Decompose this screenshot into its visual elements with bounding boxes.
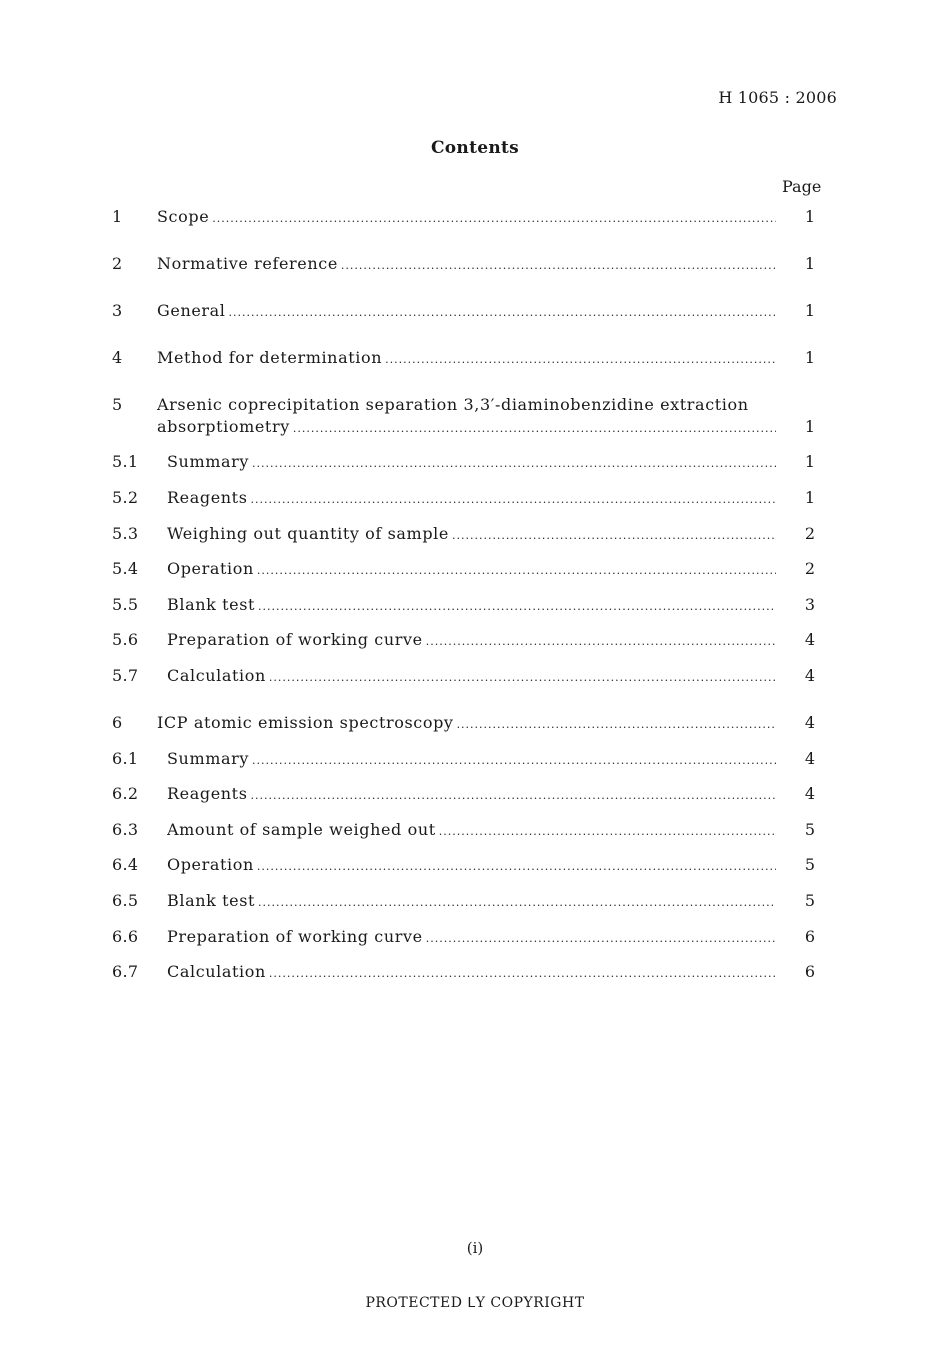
toc-entry[interactable] <box>0 252 950 276</box>
toc-entry-leader <box>157 252 776 278</box>
toc-entry-label: Amount of sample weighed out <box>167 820 436 839</box>
toc-entry[interactable] <box>0 889 950 913</box>
dot-leader <box>385 348 776 372</box>
toc-entry[interactable] <box>0 486 950 510</box>
dot-leader <box>452 524 776 548</box>
toc-entry-page: 2 <box>804 559 816 578</box>
toc-entry-leader <box>167 782 776 808</box>
toc-entry-page: 1 <box>804 488 816 507</box>
page-title: Contents <box>430 138 520 158</box>
toc-entry[interactable] <box>0 346 950 370</box>
toc-entry-number: 4 <box>112 348 123 367</box>
dot-leader <box>257 855 776 879</box>
toc-entry-page: 5 <box>804 891 816 910</box>
toc-entry-number: 5.3 <box>112 524 139 543</box>
toc-entry-leader <box>167 450 776 476</box>
dot-leader <box>269 962 776 986</box>
toc-entry-leader <box>157 415 776 441</box>
toc-entry-page: 1 <box>804 417 816 436</box>
toc-entry-label: Scope <box>157 207 210 226</box>
toc-entry-number: 5.1 <box>112 452 139 471</box>
toc-entry-page: 1 <box>804 207 816 226</box>
dot-leader <box>212 207 776 231</box>
toc-entry-label: Blank test <box>167 891 256 910</box>
toc-entry[interactable] <box>0 628 950 652</box>
toc-entry[interactable] <box>0 925 950 949</box>
toc-entry-leader <box>167 486 776 512</box>
toc-entry-number: 5.5 <box>112 595 139 614</box>
toc-entry-label: Preparation of working curve <box>167 630 423 649</box>
dot-leader <box>229 301 776 325</box>
toc-entry[interactable] <box>0 747 950 771</box>
dot-leader <box>341 254 776 278</box>
toc-entry-leader <box>167 593 776 619</box>
toc-entry-label: General <box>157 301 226 320</box>
toc-entry-label: Weighing out quantity of sample <box>167 524 449 543</box>
toc-entry-leader <box>167 853 776 879</box>
toc-entry-leader <box>167 925 776 951</box>
toc-entry-number: 6.4 <box>112 855 139 874</box>
dot-leader <box>252 749 776 773</box>
dot-leader <box>426 927 776 951</box>
dot-leader <box>439 820 776 844</box>
toc-entry-number: 6.2 <box>112 784 139 803</box>
dot-leader <box>257 559 776 583</box>
toc-entry-page: 5 <box>804 820 816 839</box>
toc-entry[interactable] <box>0 415 950 439</box>
toc-entry-leader <box>157 711 776 737</box>
toc-entry[interactable] <box>0 205 950 229</box>
toc-entry-number: 6 <box>112 713 123 732</box>
toc-entry-leader <box>167 747 776 773</box>
toc-entry-page: 4 <box>804 630 816 649</box>
toc-entry-label: Calculation <box>167 666 266 685</box>
dot-leader <box>251 488 776 512</box>
toc-entry-number: 5.4 <box>112 559 139 578</box>
toc-entry-leader <box>167 818 776 844</box>
dot-leader <box>426 630 776 654</box>
toc-entry-label: Operation <box>167 559 254 578</box>
toc-entry-page: 1 <box>804 452 816 471</box>
toc-entry-page: 4 <box>804 749 816 768</box>
toc-entry[interactable] <box>0 557 950 581</box>
toc-entry[interactable] <box>0 711 950 735</box>
toc-entry-page: 4 <box>804 713 816 732</box>
toc-entry-number: 2 <box>112 254 123 273</box>
toc-entry-label: Method for determination <box>157 348 383 367</box>
toc-entry-label: ICP atomic emission spectroscopy <box>157 713 454 732</box>
toc-entry-label: Normative reference <box>157 254 338 273</box>
dot-leader <box>251 784 776 808</box>
toc-entry-label: Summary <box>167 749 250 768</box>
toc-entry[interactable] <box>0 782 950 806</box>
toc-entry-leader <box>167 557 776 583</box>
toc-entry-number: 6.3 <box>112 820 139 839</box>
toc-entry-number: 1 <box>112 207 123 226</box>
toc-entry-page: 5 <box>804 855 816 874</box>
toc-entry-page: 3 <box>804 595 816 614</box>
toc-entry-leader <box>167 889 776 915</box>
toc-entry-number: 5.2 <box>112 488 139 507</box>
toc-entry-leader <box>167 628 776 654</box>
toc-entry-page: 4 <box>804 784 816 803</box>
toc-entry-leader <box>157 346 776 372</box>
dot-leader <box>258 891 776 915</box>
toc-entry-label: Summary <box>167 452 250 471</box>
toc-entry[interactable] <box>0 818 950 842</box>
toc-entry-number: 5 <box>112 395 123 414</box>
toc-entry-number: 6.1 <box>112 749 139 768</box>
dot-leader <box>457 713 776 737</box>
toc-entry-page: 6 <box>804 927 816 946</box>
dot-leader <box>269 666 776 690</box>
document-code: H 1065 : 2006 <box>718 88 837 107</box>
toc-entry[interactable] <box>0 853 950 877</box>
page-column-label: Page <box>782 177 822 196</box>
toc-entry-number: 6.5 <box>112 891 139 910</box>
toc-entry-page: 1 <box>804 254 816 273</box>
toc-entry-number: 6.6 <box>112 927 139 946</box>
toc-entry-label-line1: Arsenic coprecipitation separation 3,3′-diaminobenzidine extraction <box>157 395 749 414</box>
toc-entry[interactable] <box>0 522 950 546</box>
toc-entry-leader <box>157 205 776 231</box>
toc-entry-page: 6 <box>804 962 816 981</box>
toc-entry-page: 4 <box>804 666 816 685</box>
toc-entry-label: Blank test <box>167 595 256 614</box>
page-folio: (i) <box>466 1239 484 1257</box>
toc-entry-page: 1 <box>804 301 816 320</box>
toc-entry-number: 3 <box>112 301 123 320</box>
dot-leader <box>293 417 776 441</box>
toc-entry-page: 2 <box>804 524 816 543</box>
dot-leader <box>258 595 776 619</box>
toc-entry-leader <box>167 960 776 986</box>
toc-entry-label: Preparation of working curve <box>167 927 423 946</box>
dot-leader <box>252 452 776 476</box>
toc-entry-leader <box>167 522 776 548</box>
toc-entry[interactable] <box>0 664 950 688</box>
toc-entry-label: Reagents <box>167 784 248 803</box>
toc-entry-number: 5.7 <box>112 666 139 685</box>
toc-entry-label: absorptiometry <box>157 417 290 436</box>
toc-entry-leader <box>167 664 776 690</box>
copyright-notice: PROTECTED ᒪY COPYRIGHT <box>365 1295 585 1311</box>
toc-entry[interactable] <box>0 450 950 474</box>
toc-entry[interactable] <box>0 593 950 617</box>
toc-entry[interactable] <box>0 299 950 323</box>
toc-entry-label: Reagents <box>167 488 248 507</box>
toc-entry-page: 1 <box>804 348 816 367</box>
toc-entry-label: Operation <box>167 855 254 874</box>
toc-entry-leader <box>157 299 776 325</box>
toc-entry[interactable] <box>0 960 950 984</box>
toc-entry-number: 6.7 <box>112 962 139 981</box>
toc-entry-label: Calculation <box>167 962 266 981</box>
toc-entry-number: 5.6 <box>112 630 139 649</box>
